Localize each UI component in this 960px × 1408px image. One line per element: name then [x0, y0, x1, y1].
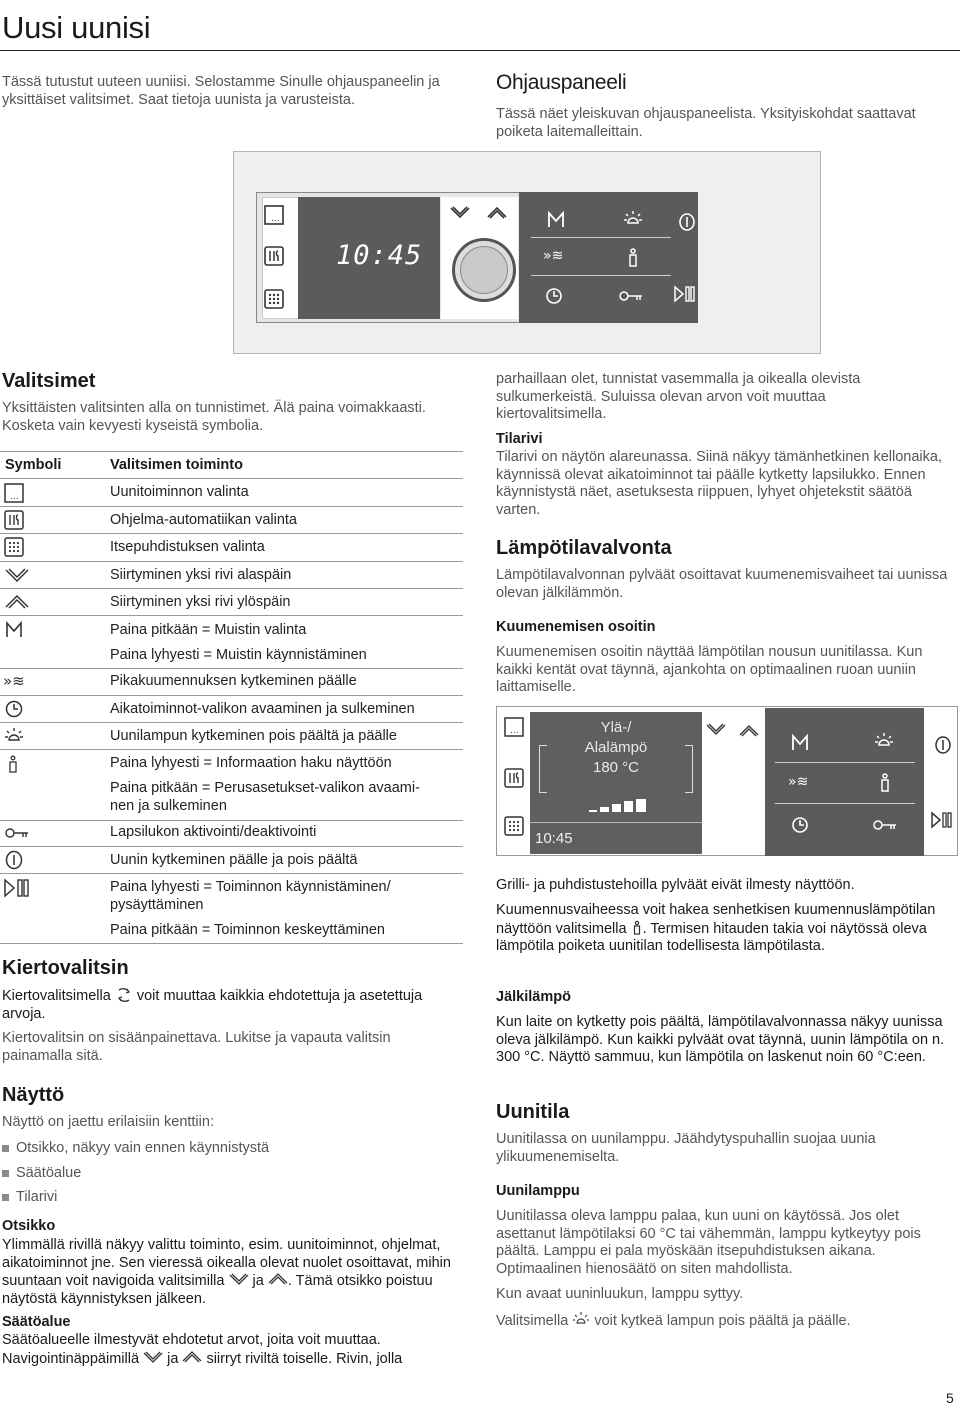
jalkilampo-heading: Jälkilämpö [496, 989, 571, 1005]
display-line-2: Alalämpö [584, 739, 648, 756]
lamppu-syttyy-text: Kun avaat uuninluukun, lamppu syttyy. [496, 1286, 744, 1302]
kuumenemisen-osoitin-heading: Kuumenemisen osoitin [496, 619, 656, 635]
naytto-bullet-item: Otsikko, näkyy vain ennen käynnistystä [16, 1140, 270, 1156]
display-self-cleaning-icon [503, 815, 525, 837]
svg-text:...: ... [10, 492, 19, 502]
display-divider-1 [775, 762, 915, 763]
table-row-rule [0, 695, 463, 696]
display-bracket-left [539, 745, 547, 793]
rotary-knob[interactable] [452, 238, 516, 302]
display-line-1: Ylä-/ [600, 719, 632, 736]
panel-power-icon[interactable] [677, 212, 697, 232]
uunitila-text: Uunitilassa on uunilamppu. Jäähdytyspuhallin suojaa uunia ylikuumenemiselta. [496, 1131, 876, 1165]
display-info-icon [877, 771, 893, 793]
title-rule [0, 50, 960, 51]
chevron-down-icon [143, 1350, 163, 1364]
panel-memory-icon[interactable] [546, 210, 566, 230]
heat-bar [624, 801, 633, 812]
table-row-rule [0, 722, 463, 723]
ohjauspaneeli-text: Tässä näet yleiskuvan ohjauspaneelista. Yksityiskohdat saattavat poiketa laitemalleittain. [496, 106, 916, 140]
child-lock-key-icon [4, 826, 30, 840]
rotate-icon [115, 987, 133, 1003]
naytto-bullet-item: Säätöalue [16, 1165, 82, 1181]
chevron-down-icon [4, 565, 30, 585]
table-row-function: Paina lyhyesti = Toiminnon käynnistäminen/ pysäyttäminen [110, 879, 391, 913]
table-row-rule [0, 873, 463, 874]
table-row-rule [0, 668, 463, 669]
panel-chevron-up-icon[interactable] [486, 201, 508, 223]
panel-oven-light-icon[interactable] [622, 209, 644, 231]
panel-divider-2 [531, 275, 671, 276]
table-row-function: Paina lyhyesti = Informaation haku näyttöön [110, 755, 392, 771]
panel-programme-icon[interactable] [263, 245, 285, 267]
table-row-rule [0, 588, 463, 589]
tilarivi-text: Tilarivi on näytön alareunassa. Siinä näkyy tämänhetkinen kellonaika, käynnissä olevat aikatoiminnot tai päälle kytketty lapsilukko. Ennen käynnistystä näet, asetuksesta riippuen, lyhyet ohjetekstit säätöä varten. [496, 449, 942, 518]
info-icon [4, 754, 26, 774]
power-icon [4, 850, 26, 870]
otsikko-text: Ylimmällä rivillä näkyy valittu toiminto, esim. uunitoiminnot, ohjelmat, aikatoiminnot jne. Sen vieressä oikealla olevat nuolet osoittavat, mihin suuntaan voit navigoida valitsimilla ja . Tämä otsikko poistuu näytöstä käynnistyksen jälkeen. [2, 1237, 451, 1307]
rapid-heat-icon: »≋ [3, 672, 25, 690]
bullet-marker [2, 1194, 9, 1201]
table-row-function: Uunilampun kytkeminen pois päältä ja päälle [110, 728, 397, 744]
table-col-function: Valitsimen toiminto [110, 457, 243, 473]
panel-info-icon[interactable] [625, 246, 641, 268]
table-header-rule [0, 478, 463, 479]
intro-text: Tässä tutustut uuteen uuniisi. Selostamme Sinulle ohjauspaneelin ja yksittäiset valitsimet. Saat tietoja uunista ja varusteista. [2, 74, 440, 108]
table-row-function: Itsepuhdistuksen valinta [110, 539, 265, 555]
chevron-up-icon [268, 1272, 288, 1286]
kuumenemisen-osoitin-text: Kuumenemisen osoitin näyttää lämpötilan nousun uunitilassa. Kun kaikki kentät ovat täynnä, ajankohta on optimaalinen ruoan uuniin laittamiselle. [496, 644, 923, 695]
valitsimet-text: Yksittäisten valitsinten alla on tunnistimet. Älä paina voimakkaasti. Kosketa vain kevyesti kyseistä symbolia. [2, 400, 426, 434]
programme-automatic-icon [4, 510, 26, 530]
clock-icon [4, 699, 26, 719]
page-number: 5 [946, 1390, 954, 1406]
kiertovalitsin-text-1: Kiertovalitsimella voit muuttaa kaikkia ehdotettuja ja asetettuja arvoja. [2, 988, 423, 1022]
display-memory-icon [790, 733, 810, 753]
table-row-rule [0, 749, 463, 750]
saatoalue-text: Säätöalueelle ilmestyvät ehdotetut arvot, joita voit muuttaa. Navigointinäppäimillä ja siirryt riviltä toiselle. Rivin, jolla [2, 1332, 403, 1367]
page-title: Uusi uunisi [2, 10, 151, 45]
table-row-rule [0, 820, 463, 821]
table-row-function: Pikakuumennuksen kytkeminen päälle [110, 673, 357, 689]
table-row-function: Siirtyminen yksi rivi ylöspäin [110, 594, 291, 610]
table-row-rule [0, 846, 463, 847]
display-time: 10:45 [535, 830, 573, 847]
display-oven-light-icon [873, 731, 895, 753]
uunilamppu-text: Uunitilassa oleva lamppu palaa, kun uuni on käytössä. Jos olet asettanut lämpötilaksi 60 °C tai vähemmän, lamppu kytkeytyy pois päältä. Lamppu ei pala myöskään itsepuhdistuksen aikana. Optimaalinen hienosäätö on siten mahdollista. [496, 1208, 921, 1277]
svg-text:...: ... [271, 214, 280, 224]
display-status-divider [530, 822, 702, 823]
bullet-marker [2, 1145, 9, 1152]
panel-oven-mode-icon[interactable] [263, 204, 285, 226]
panel-chevron-down-icon[interactable] [449, 201, 471, 223]
panel-child-lock-key-icon[interactable] [618, 289, 644, 303]
right-cont-text: parhaillaan olet, tunnistat vasemmalla ja oikealla olevista sulkumerkeistä. Suluissa olevan arvon voit muuttaa kiertovalitsimella. [496, 371, 861, 422]
bullet-marker [2, 1170, 9, 1177]
table-row-function: Lapsilukon aktivointi/deaktivointi [110, 824, 317, 840]
table-row-function: Aikatoiminnot-valikon avaaminen ja sulkeminen [110, 701, 415, 717]
panel-self-cleaning-icon[interactable] [263, 288, 285, 310]
heat-bar [589, 810, 597, 812]
grilli-text: Grilli- ja puhdistustehoilla pylväät eivät ilmesty näyttöön. [496, 877, 855, 893]
lampotilavalvonta-heading: Lämpötilavalvonta [496, 537, 672, 559]
lampotilavalvonta-text: Lämpötilavalvonnan pylväät osoittavat kuumenemisvaiheet tai uunissa olevan jälkilämmön. [496, 567, 948, 601]
display-bracket-right [685, 745, 693, 793]
jalkilampo-text: Kun laite on kytketty pois päältä, lämpötilavalvonnassa näkyy uunissa oleva jälkilämpö. Kun kaikki pylväät ovat täynnä, uunin lämpötila on n. 300 °C. Näyttö sammuu, kun lämpötila on laskenut noin 60 °C:een. [496, 1014, 945, 1065]
otsikko-heading: Otsikko [2, 1218, 56, 1234]
oven-light-icon [4, 726, 26, 746]
naytto-bullet-item: Tilarivi [16, 1189, 58, 1205]
naytto-text: Näyttö on jaettu erilaisiin kenttiin: [2, 1114, 214, 1130]
display-divider-2 [775, 803, 915, 804]
display-power-icon [934, 735, 952, 755]
start-pause-icon [3, 877, 33, 899]
display-rapid-heat-icon: »≋ [788, 774, 809, 790]
heat-bar [612, 804, 621, 812]
naytto-heading: Näyttö [2, 1084, 65, 1106]
panel-divider-1 [531, 237, 671, 238]
chevron-up-icon [182, 1350, 202, 1364]
table-row-function: Ohjelma-automatiikan valinta [110, 512, 297, 528]
memory-icon [4, 620, 26, 640]
display-child-lock-key-icon [872, 818, 898, 832]
heat-bar [600, 807, 609, 812]
table-row-function: Uunitoiminnon valinta [110, 484, 249, 500]
panel-clock-icon[interactable] [544, 286, 564, 306]
display-heading [530, 718, 702, 778]
oven-light-icon [572, 1311, 590, 1327]
panel-start-pause-icon[interactable] [673, 284, 697, 304]
table-row-function-extra: Paina pitkään = Toiminnon keskeyttäminen [110, 922, 385, 938]
display-chevron-down-icon [705, 720, 727, 740]
display-chevron-up-icon [738, 720, 760, 740]
tilarivi-heading: Tilarivi [496, 431, 543, 447]
chevron-down-icon [229, 1272, 249, 1286]
valitsimet-heading: Valitsimet [2, 370, 96, 392]
info-icon [631, 920, 643, 935]
table-col-symbol: Symboli [5, 457, 62, 473]
kiertovalitsin-heading: Kiertovalitsin [2, 957, 129, 979]
panel-rapid-heat-icon[interactable]: »≋ [543, 248, 564, 264]
self-cleaning-icon [4, 537, 26, 557]
table-row-function: Paina pitkään = Muistin valinta [110, 622, 307, 638]
uunitila-heading: Uunitila [496, 1101, 570, 1123]
table-row-function-extra: Paina pitkään = Perusasetukset-valikon avaami- nen ja sulkeminen [110, 780, 420, 814]
valitsimella-text: Valitsimella voit kytkeä lampun pois päältä ja päälle. [496, 1313, 851, 1329]
table-row-rule [0, 533, 463, 534]
oven-mode-icon [4, 483, 26, 503]
heat-bar [636, 799, 646, 812]
table-row-function: Uunin kytkeminen päälle ja pois päältä [110, 852, 358, 868]
uunilamppu-heading: Uunilamppu [496, 1183, 580, 1199]
svg-text:...: ... [510, 726, 519, 736]
chevron-up-icon [4, 592, 30, 612]
table-row-rule [0, 615, 463, 616]
display-line-3: 180 °C [592, 759, 640, 776]
ohjauspaneeli-heading: Ohjauspaneeli [496, 71, 627, 94]
display-clock-icon [790, 815, 810, 835]
table-top-rule [0, 451, 463, 452]
panel-display-time: 10:45 [336, 240, 423, 271]
display-oven-mode-icon [503, 716, 525, 738]
kuumennus-text: Kuumennusvaiheessa voit hakea senhetkisen kuumennuslämpötilan näyttöön valitsimella . Termisen hitauden takia voi näytössä oleva lämpötila poiketa uunitilan todellisesta lämpötilasta. [496, 902, 936, 954]
kiertovalitsin-text-2: Kiertovalitsin on sisäänpainettava. Lukitse ja vapauta valitsin painamalla sitä. [2, 1030, 391, 1064]
table-row-rule [0, 506, 463, 507]
display-programme-icon [503, 767, 525, 789]
table-row-rule [0, 561, 463, 562]
table-bottom-rule [0, 943, 463, 944]
table-row-function-extra: Paina lyhyesti = Muistin käynnistäminen [110, 647, 367, 663]
saatoalue-heading: Säätöalue [2, 1314, 71, 1330]
display-start-pause-icon [930, 810, 956, 830]
table-row-function: Siirtyminen yksi rivi alaspäin [110, 567, 292, 583]
